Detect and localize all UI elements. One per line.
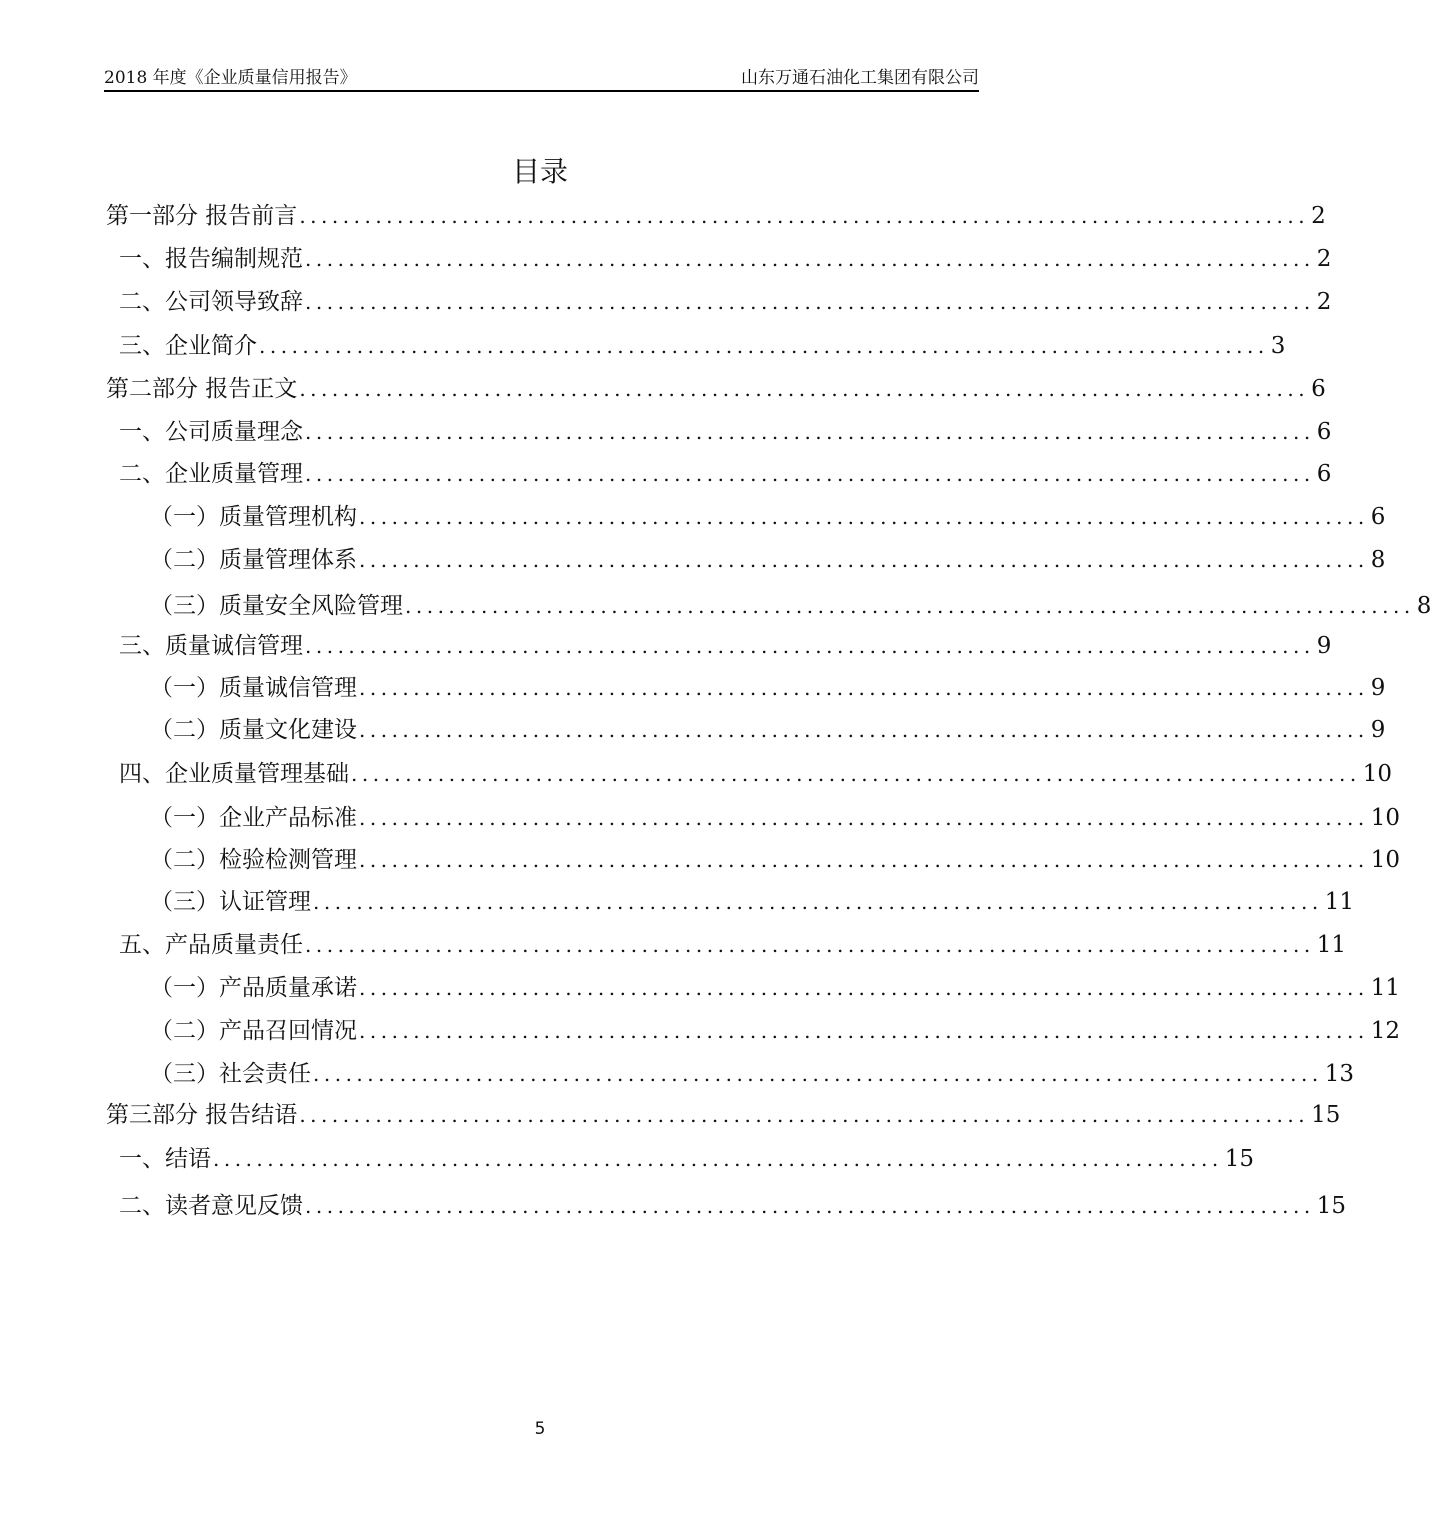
toc-dot-leader: ............................................................................................. — [359, 976, 1369, 1000]
toc-entry-page: 2 — [1316, 246, 1332, 272]
toc-entry-text: （一）质量诚信管理 — [150, 675, 357, 701]
toc-entry[interactable] — [150, 711, 1386, 745]
header-report-title: 2018 年度《企业质量信用报告》 — [104, 68, 357, 88]
toc-entry-page: 9 — [1316, 633, 1332, 659]
toc-entry[interactable] — [119, 327, 1286, 361]
toc-entry-text: 二、企业质量管理 — [119, 461, 303, 487]
toc-entry-text: （二）产品召回情况 — [150, 1018, 357, 1044]
toc-entry-text: 五、产品质量责任 — [119, 932, 303, 958]
toc-entry-text: 一、报告编制规范 — [119, 246, 303, 272]
toc-entry[interactable] — [106, 197, 1326, 231]
toc-entry-page: 9 — [1370, 717, 1386, 743]
toc-entry-page: 2 — [1316, 289, 1332, 315]
toc-entry-text: （三）社会责任 — [150, 1061, 311, 1087]
toc-dot-leader: ............................................................................................. — [305, 462, 1315, 486]
toc-entry[interactable] — [119, 1140, 1255, 1174]
toc-entry-page: 8 — [1370, 547, 1386, 573]
toc-entry[interactable] — [119, 627, 1332, 661]
toc-entry-page: 13 — [1324, 1061, 1355, 1087]
toc-entry[interactable] — [150, 969, 1401, 1003]
toc-dot-leader: ............................................................................................. — [259, 334, 1269, 358]
toc-entry-text: 第三部分 报告结语 — [106, 1102, 298, 1128]
toc-entry-page: 15 — [1316, 1193, 1347, 1219]
toc-entry[interactable] — [150, 841, 1401, 875]
toc-entry-text: （一）企业产品标准 — [150, 805, 357, 831]
toc-entry[interactable] — [150, 587, 1431, 621]
toc-entry-page: 3 — [1270, 333, 1286, 359]
toc-entry[interactable] — [150, 541, 1386, 575]
toc-entry[interactable] — [150, 498, 1386, 532]
toc-dot-leader: ............................................................................................. — [351, 762, 1361, 786]
toc-entry-page: 6 — [1311, 376, 1326, 402]
toc-title: 目录 — [511, 155, 568, 188]
toc-dot-leader: ............................................................................................. — [305, 634, 1315, 658]
toc-dot-leader: ............................................................................................. — [359, 848, 1369, 872]
header-company-name: 山东万通石油化工集团有限公司 — [741, 68, 979, 88]
page-header — [104, 66, 979, 92]
toc-entry-page: 6 — [1370, 504, 1386, 530]
toc-dot-leader: ............................................................................................. — [305, 933, 1315, 957]
toc-dot-leader: ............................................................................................. — [305, 420, 1315, 444]
toc-dot-leader: ............................................................................................. — [405, 594, 1415, 618]
toc-entry-text: （三）质量安全风险管理 — [150, 593, 403, 619]
toc-dot-leader: ............................................................................................. — [213, 1147, 1223, 1171]
toc-entry[interactable] — [106, 1096, 1341, 1130]
toc-entry-text: 第一部分 报告前言 — [106, 203, 298, 229]
toc-dot-leader: ............................................................................................. — [305, 290, 1315, 314]
toc-entry-text: 第二部分 报告正文 — [106, 376, 298, 402]
toc-entry-page: 2 — [1311, 203, 1326, 229]
toc-entry-page: 8 — [1416, 593, 1431, 619]
toc-entry[interactable] — [106, 370, 1326, 404]
toc-entry[interactable] — [150, 1012, 1401, 1046]
toc-dot-leader: ............................................................................................. — [359, 718, 1369, 742]
toc-entry-page: 6 — [1316, 461, 1332, 487]
toc-entry-text: （一）产品质量承诺 — [150, 975, 357, 1001]
toc-entry-text: （二）质量文化建设 — [150, 717, 357, 743]
toc-entry-page: 12 — [1370, 1018, 1401, 1044]
toc-entry[interactable] — [119, 413, 1332, 447]
toc-entry-text: （二）质量管理体系 — [150, 547, 357, 573]
toc-entry-text: （三）认证管理 — [150, 889, 311, 915]
toc-entry[interactable] — [119, 283, 1332, 317]
toc-dot-leader: ............................................................................................. — [359, 548, 1369, 572]
toc-entry-page: 10 — [1370, 847, 1401, 873]
toc-dot-leader: ............................................................................................. — [313, 1062, 1323, 1086]
toc-entry-page: 10 — [1370, 805, 1401, 831]
toc-dot-leader: ............................................................................................. — [305, 1194, 1315, 1218]
toc-entry[interactable] — [119, 755, 1393, 789]
toc-entry-page: 9 — [1370, 675, 1386, 701]
toc-entry-text: 一、公司质量理念 — [119, 419, 303, 445]
toc-entry-text: 一、结语 — [119, 1146, 211, 1172]
toc-dot-leader: ............................................................................................. — [359, 676, 1369, 700]
toc-entry[interactable] — [150, 883, 1355, 917]
toc-entry-text: （二）检验检测管理 — [150, 847, 357, 873]
toc-entry-page: 11 — [1370, 975, 1401, 1001]
toc-dot-leader: ............................................................................................. — [359, 505, 1369, 529]
toc-entry[interactable] — [150, 1055, 1355, 1089]
toc-entry[interactable] — [150, 799, 1401, 833]
toc-entry-page: 10 — [1362, 761, 1393, 787]
toc-entry-text: （一）质量管理机构 — [150, 504, 357, 530]
toc-dot-leader: ............................................................................................. — [313, 890, 1323, 914]
toc-entry[interactable] — [119, 1187, 1347, 1221]
toc-dot-leader: ............................................................................................. — [299, 1103, 1310, 1127]
toc-entry[interactable] — [119, 240, 1332, 274]
toc-dot-leader: ............................................................................................. — [305, 247, 1315, 271]
toc-entry[interactable] — [119, 926, 1347, 960]
toc-dot-leader: ............................................................................................. — [299, 204, 1310, 228]
toc-dot-leader: ............................................................................................. — [359, 1019, 1369, 1043]
toc-entry-text: 三、质量诚信管理 — [119, 633, 303, 659]
toc-entry[interactable] — [150, 669, 1386, 703]
page-number: 5 — [534, 1419, 546, 1439]
toc-entry-page: 11 — [1324, 889, 1355, 915]
toc-entry-page: 11 — [1316, 932, 1347, 958]
toc-entry-page: 15 — [1224, 1146, 1255, 1172]
toc-entry[interactable] — [119, 455, 1332, 489]
toc-dot-leader: ............................................................................................. — [299, 377, 1310, 401]
toc-entry-text: 三、企业简介 — [119, 333, 257, 359]
toc-dot-leader: ............................................................................................. — [359, 806, 1369, 830]
toc-entry-page: 15 — [1311, 1102, 1341, 1128]
toc-entry-text: 二、读者意见反馈 — [119, 1193, 303, 1219]
toc-entry-text: 二、公司领导致辞 — [119, 289, 303, 315]
toc-entry-text: 四、企业质量管理基础 — [119, 761, 349, 787]
toc-entry-page: 6 — [1316, 419, 1332, 445]
